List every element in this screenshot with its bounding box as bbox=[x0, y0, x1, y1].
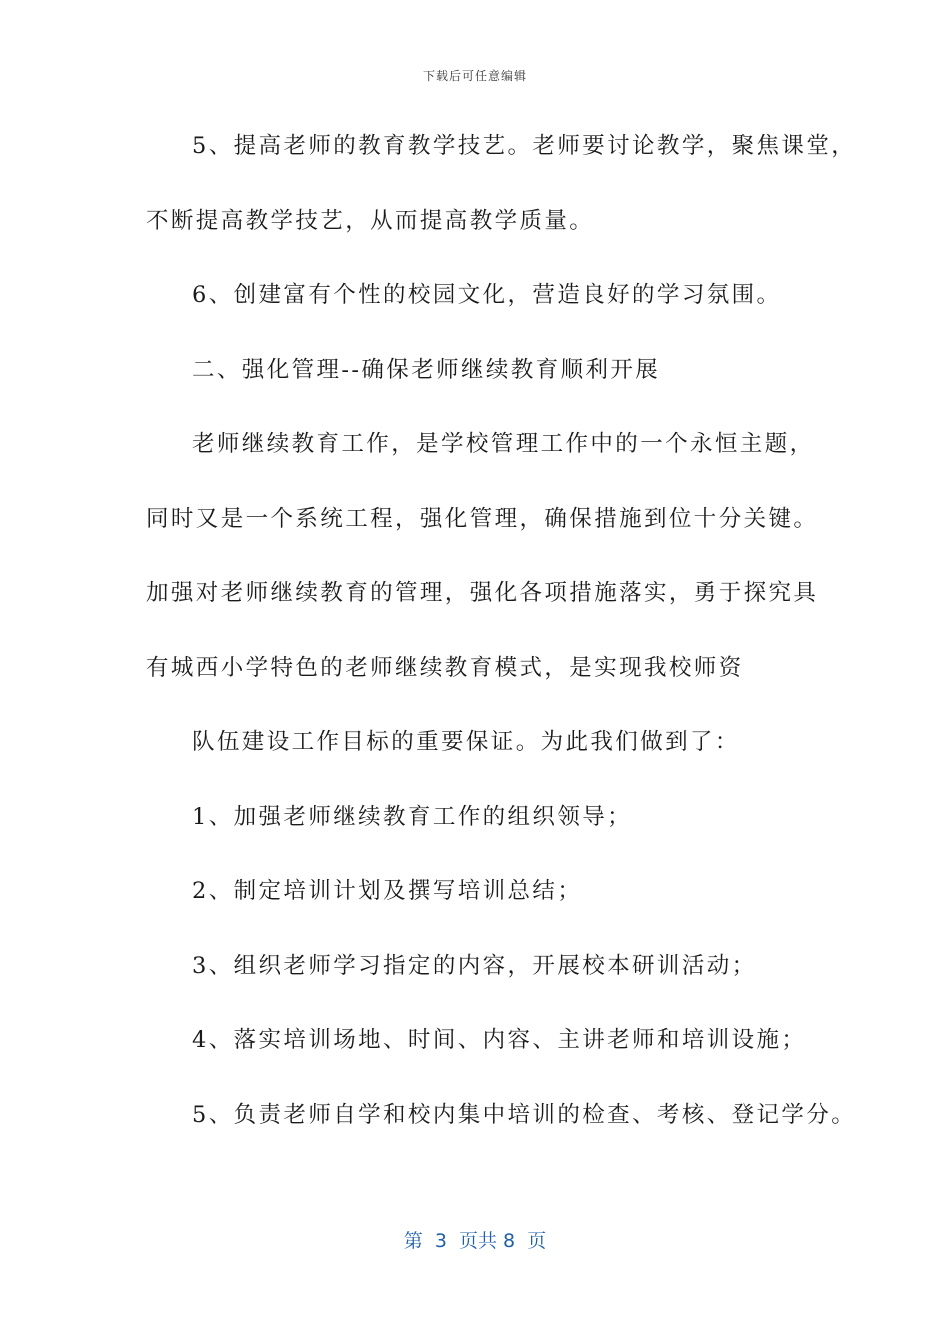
paragraph-line-8: 有城西小学特色的老师继续教育模式，是实现我校师资 bbox=[146, 654, 744, 681]
list-item-3: 3、组织老师学习指定的内容，开展校本研训活动； bbox=[192, 952, 757, 979]
paragraph-line-5: 老师继续教育工作，是学校管理工作中的一个永恒主题， bbox=[192, 431, 815, 457]
paragraph-line-7: 加强对老师继续教育的管理，强化各项措施落实，勇于探究具 bbox=[146, 580, 819, 606]
list-item-1: 1、加强老师继续教育工作的组织领导； bbox=[192, 803, 633, 830]
list-item-2: 2、制定培训计划及撰写培训总结； bbox=[192, 878, 583, 904]
paragraph-line-1: 5、提高老师的教育教学技艺。老师要讨论教学，聚焦课堂， bbox=[192, 133, 857, 159]
paragraph-line-3: 6、创建富有个性的校园文化，营造良好的学习氛围。 bbox=[192, 282, 782, 308]
section-heading: 二、强化管理--确保老师继续教育顺利开展 bbox=[192, 356, 661, 383]
list-item-4: 4、落实培训场地、时间、内容、主讲老师和培训设施； bbox=[192, 1027, 807, 1053]
list-item-5: 5、负责老师自学和校内集中培训的检查、考核、登记学分。 bbox=[192, 1101, 857, 1128]
paragraph-line-6: 同时又是一个系统工程，强化管理，确保措施到位十分关键。 bbox=[146, 505, 819, 532]
paragraph-line-2: 不断提高教学技艺，从而提高教学质量。 bbox=[146, 207, 595, 234]
paragraph-line-9: 队伍建设工作目标的重要保证。为此我们做到了： bbox=[192, 729, 740, 755]
header-note: 下载后可任意编辑 bbox=[422, 69, 527, 83]
page-number-footer: 第 3 页共 8 页 bbox=[403, 1230, 547, 1252]
document-body bbox=[146, 122, 857, 1165]
